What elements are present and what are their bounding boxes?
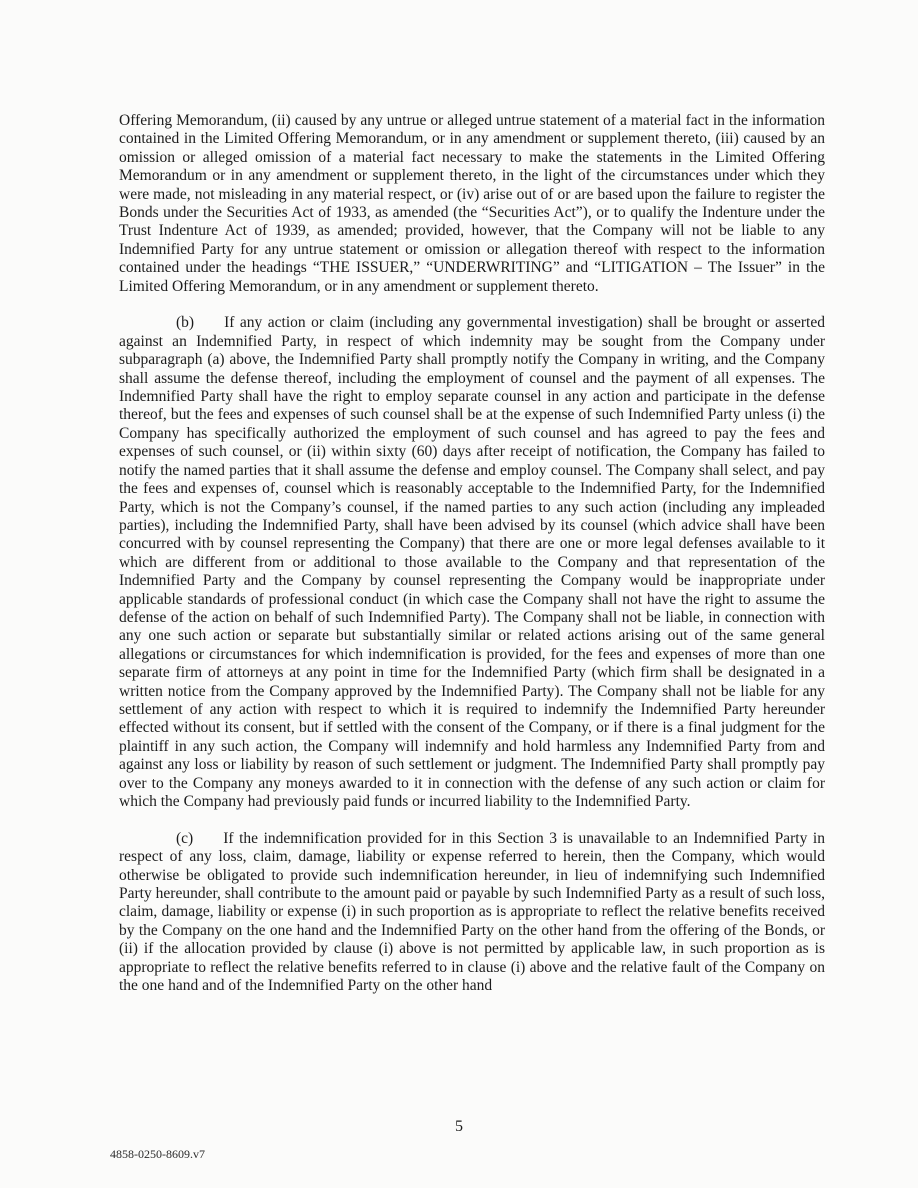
paragraph-c	[119, 830, 825, 996]
page-number: 5	[455, 1118, 463, 1135]
paragraph-label: (c)	[176, 829, 194, 847]
paragraph-text: If any action or claim (including any governmental investigation) shall be brought or asserted against an Indemnified Party, in respect of which indemnity may be sought from the Company under subparagraph (a) above, the Indemnified Party shall promptly notify the Company in writing, and the Company shall assume the defense thereof, including the employment of counsel and the payment of all expenses. The Indemnified Party shall have the right to employ separate counsel in any action and participate in the defense thereof, but the fees and expenses of such counsel shall be at the expense of such Indemnified Party unless (i) the Company has specifically authorized the employment of such counsel and has agreed to pay the fees and expenses of such counsel, or (ii) within sixty (60) days after receipt of notification, the Company has failed to notify the named parties that it shall assume the defense and employ counsel. The Company shall select, and pay the fees and expenses of, counsel which is reasonably acceptable to the Indemnified Party, for the Indemnified Party, which is not the Company’s counsel, if the named parties to any such action (including any impleaded parties), including the Indemnified Party, shall have been advised by its counsel (which advice shall have been concurred with by counsel representing the Company) that there are one or more legal defenses available to it which are different from or additional to those available to the Company and that representation of the Indemnified Party and the Company by counsel representing the Company would be inappropriate under applicable standards of professional conduct (in which case the Company shall not have the right to assume the defense of the action on behalf of such Indemnified Party). The Company shall not be liable, in connection with any one such action or separate but substantially similar or related actions arising out of the same general allegations or circumstances for which indemnification is provided, for the fees and expenses of more than one separate firm of attorneys at any point in time for the Indemnified Party (which firm shall be designated in a written notice from the Company approved by the Indemnified Party). The Company shall not be liable for any settlement of any action with respect to which it is required to indemnify the Indemnified Party hereunder effected without its consent, but if settled with the consent of the Company, or if there is a final judgment for the plaintiff in any such action, the Company will indemnify and hold harmless any Indemnified Party from and against any loss or liability by reason of such settlement or judgment. The Indemnified Party shall promptly pay over to the Company any moneys awarded to it in connection with the defense of any such action or claim for which the Company had previously paid funds or incurred liability to the Indemnified Party.	[119, 314, 825, 811]
paragraph-b	[119, 314, 825, 811]
paragraph-text: Offering Memorandum, (ii) caused by any untrue or alleged untrue statement of a material fact in the information contained in the Limited Offering Memorandum, or in any amendment or supplement thereto, (iii) caused by an omission or alleged omission of a material fact necessary to make the statements in the Limited Offering Memorandum or in any amendment or supplement thereto, in the light of the circumstances under which they were made, not misleading in any material respect, or (iv) arise out of or are based upon the failure to register the Bonds under the Securities Act of 1933, as amended (the “Securities Act”), or to qualify the Indenture under the Trust Indenture Act of 1939, as amended; provided, however, that the Company will not be liable to any Indemnified Party for any untrue statement or omission or allegation thereof with respect to the information contained under the headings “THE ISSUER,” “UNDERWRITING” and “LITIGATION – The Issuer” in the Limited Offering Memorandum, or in any amendment or supplement thereto.	[119, 112, 825, 295]
paragraph-continuation	[119, 112, 825, 296]
paragraph-label: (b)	[176, 314, 195, 332]
document-id: 4858-0250-8609.v7	[110, 1147, 205, 1161]
paragraph-text: If the indemnification provided for in this Section 3 is unavailable to an Indemnified Party in respect of any loss, claim, damage, liability or expense referred to herein, then the Company, which would otherwise be obligated to provide such indemnification hereunder, in lieu of indemnifying such Indemnified Party hereunder, shall contribute to the amount paid or payable by such Indemnified Party as a result of such loss, claim, damage, liability or expense (i) in such proportion as is appropriate to reflect the relative benefits received by the Company on the one hand and the Indemnified Party on the other hand from the offering of the Bonds, or (ii) if the allocation provided by clause (i) above is not permitted by applicable law, in such proportion as is appropriate to reflect the relative benefits referred to in clause (i) above and the relative fault of the Company on the one hand and of the Indemnified Party on the other hand	[119, 829, 825, 995]
document-body	[119, 112, 825, 1014]
